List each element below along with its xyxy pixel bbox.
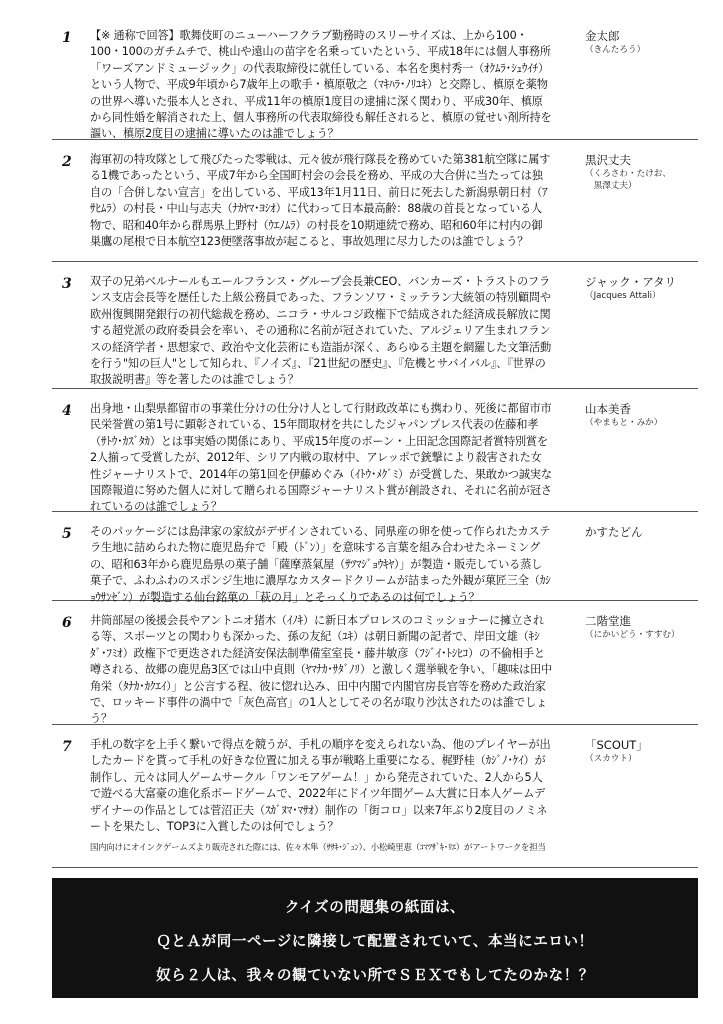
answer-name: 山本美香: [585, 402, 631, 416]
answer-reading: （きんたろう）: [585, 45, 646, 55]
answer-block: [585, 152, 697, 192]
answer-block: [585, 401, 697, 429]
question-number: 2: [62, 154, 72, 170]
question-note: 国内向けにオインクゲームズより販売された際には、佐々木隼（ｻｻｷ･ｼﾞｭﾝ）、小松崎里恵（ｺﾏﾂｻﾞｷ･ﾘｴ）がアートワークを担当: [90, 842, 546, 853]
question-body: 手札の数字を上手く繋いで得点を競うが、手札の順序を変えられない為、他のプレイヤーが出したカードを貰って手札の好きな位置に加える事が戦略上重要になる、梶野桂（ｶｼﾞﾉ･ｹｲ）が制作し、元々は同人ゲームサークル「ワンモアゲーム！」から発売されていた、2人から5人で遊べる大富豪の進化系ボードゲームで、2022年にドイツ年間ゲーム大賞に日本人ゲームデザイナーの作品としては菅沼正夫（ｽｶﾞﾇﾏ･ﾏｻｵ）制作の「街コロ」以来7年ぶり2度目のノミネートを果たし、TOP3に入賞したのは何でしょう？: [90, 738, 551, 834]
answer-block: [585, 524, 697, 540]
question-text: 【※ 通称で回答】歌舞伎町のニューハーフクラブ勤務時のスリーサイズは、上から100・100・100のガチムチで、桃山や遠山の苗字を名乗っていたという、平成18年には個人事務所「ワーズアンドミュージック」の代表取締役に就任している、本名を奥村秀一（ｵｸﾑﾗ･ｼｭｳｲﾁ）という人物で、平成9年頃から7歳年上の歌手・槙原敬之（ﾏｷﾊﾗ･ﾉﾘﾕｷ）と交際し、槙原を薬物の世界へ導いた張本人とされ、平成11年の槙原1度目の逮捕に深く関わり、平成30年、槙原から同性婚を解消された上、個人事務所の代表取締役も解任されると、槙原の覚せい剤所持を謳い、槙原2度目の逮捕に導いたのは誰でしょう？: [90, 29, 552, 141]
question-text: 井筒部屋の後援会長やアントニオ猪木（ｲﾉｷ）に新日本プロレスのコミッショナーに擁立される等、スポーツとの関わりも深かった、孫の友紀（ﾕｷ）は朝日新聞の記者で、岸田文雄（ｷｼﾀﾞ･ﾌﾐｵ）政権下で更迭された経済安保法制準備室室長・藤井敏彦（ﾌｼﾞｲ･ﾄｼﾋｺ）の不倫相手と噂される、故郷の鹿児島3区では山中貞則（ﾔﾏﾅｶ･ｻﾀﾞﾉﾘ）と激しく選挙戦を争い、「趣味は田中角栄（ﾀﾅｶ･ｶｸｴｲ）」と公言する程、彼に惚れ込み、田中内閣で内閣官房長官等を務めた政治家で、ロッキード事件の渦中で「灰色高官」の1人としてその名が取り沙汰されたのは誰でしょう？: [90, 614, 552, 726]
question-number: 1: [62, 30, 72, 46]
question-number: 6: [62, 615, 72, 631]
question-row: [52, 512, 698, 604]
question-text: 出身地・山梨県都留市の事業仕分けの仕分け人として行財政改革にも携わり、死後に都留市市民栄誉賞の第1号に顕彰されている、15年間取材を共にしたジャパンプレス代表の佐藤和孝（ｻﾄｳ･ｶｽﾞﾀｶ）とは事実婚の関係にあり、平成15年度のボーン・上田記念国際記者賞特別賞を2人揃って受賞したが、2012年、シリア内戦の取材中、アレッポで銃撃により殺害された女性ジャーナリストで、2014年の第1回を伊藤めぐみ（ｲﾄｳ･ﾒｸﾞﾐ）が受賞した、果敢かつ誠実な国際報道に努めた個人に対して贈られる国際ジャーナリスト賞が創設され、それに名前が冠されているのは誰でしょう？: [90, 402, 552, 514]
question-row: [52, 140, 698, 262]
answer-block: [585, 28, 697, 56]
answer-block: [585, 613, 697, 641]
banner-line: ＱとＡが同一ページに隣接して配置されていて、本当にエロい！: [156, 934, 594, 950]
question-number: 4: [62, 403, 72, 419]
answer-name: かすたどん: [585, 525, 643, 539]
answer-name: 金太郎: [585, 29, 620, 43]
question-text: 海軍初の特攻隊として飛びたった零戦は、元々彼が飛行隊長を務めていた第381航空隊に属する1機であったという、平成7年から全国町村会の会長を務め、平成の大合併に当たっては独自の「合併しない宣言」を出している、平成13年1月11日、前日に死去した新潟県朝日村（ｱｻﾋﾑﾗ）の村長・中山与志夫（ﾅｶﾔﾏ･ﾖｼｵ）に代わって日本最高齢：88歳の首長となっている人物で、昭和40年から群馬県上野村（ｳｴﾉﾑﾗ）の村長を10期連続で務め、昭和60年に村内の御巣鷹の尾根で日本航空123便墜落事故が起こると、事故処理に尽力したのは誰でしょう？: [90, 153, 551, 249]
question-number: 7: [62, 739, 72, 755]
answer-reading: （Jacques Attali）: [585, 291, 661, 301]
answer-block: [585, 737, 697, 765]
banner-line: 奴ら２人は、我々の観ていない所でＳＥＸでもしてたのかな！？: [156, 968, 594, 984]
answer-reading: （くろさわ・たけお、 黒澤丈夫）: [585, 169, 671, 191]
answer-name: 「SCOUT」: [585, 738, 648, 752]
comment-banner: [52, 878, 698, 998]
question-text: そのパッケージには島津家の家紋がデザインされている、同県産の卵を使って作られたカステラ生地に詰められた物に鹿児島弁で「殿（ﾄﾞﾝ）」を意味する言葉を組み合わせたネーミングの、昭和63年から鹿児島県の菓子舗「薩摩蒸氣屋（ｻﾂﾏｼﾞｮｳｷﾔ）」が製造・販売している蒸し菓子で、ふわふわのスポンジ生地に濃厚なカスタードクリームが詰まった外観が菓匠三全（ｶｼｮｳｻﾝｾﾞﾝ）が製造する仙台銘菓の「萩の月」とそっくりであるのは何でしょう？: [90, 525, 551, 604]
banner-line: クイズの問題集の紙面は、: [284, 900, 466, 916]
answer-block: [585, 274, 697, 302]
question-row: [52, 601, 698, 725]
question-row: [52, 725, 698, 868]
question-list: [52, 16, 698, 868]
question-row: [52, 262, 698, 389]
question-text: [90, 737, 552, 853]
answer-reading: （スカウト）: [585, 754, 637, 764]
question-number: 3: [62, 276, 72, 292]
answer-name: 二階堂進: [585, 614, 631, 628]
question-row: [52, 389, 698, 512]
question-text: 双子の兄弟ベルナールもエールフランス・グループ会長兼CEO、バンカーズ・トラストのフランス支店会長等を歴任した上級公務員であった、フランソワ・ミッテラン大統領の特別顧問や欧州復興開発銀行の初代総裁を務め、ニコラ・サルコジ政権下で結成された経済成長解放に関する超党派の政府委員会を率い、その通称に名前が冠されていた、アルジェリア生まれフランスの経済学者・思想家で、政治や文化芸術にも造詣が深く、あらゆる主題を網羅した文筆活動を行う"知の巨人"として知られ、『ノイズ』、『21世紀の歴史』、『危機とサバイバル』、『世界の取扱説明書』等を著したのは誰でしょう？: [90, 275, 552, 387]
question-number: 5: [62, 526, 72, 542]
answer-reading: （にかいどう・すすむ）: [585, 630, 680, 640]
question-row: [52, 16, 698, 140]
answer-reading: （やまもと・みか）: [585, 418, 663, 428]
answer-name: ジャック・アタリ: [585, 275, 676, 289]
answer-name: 黒沢丈夫: [585, 153, 631, 167]
